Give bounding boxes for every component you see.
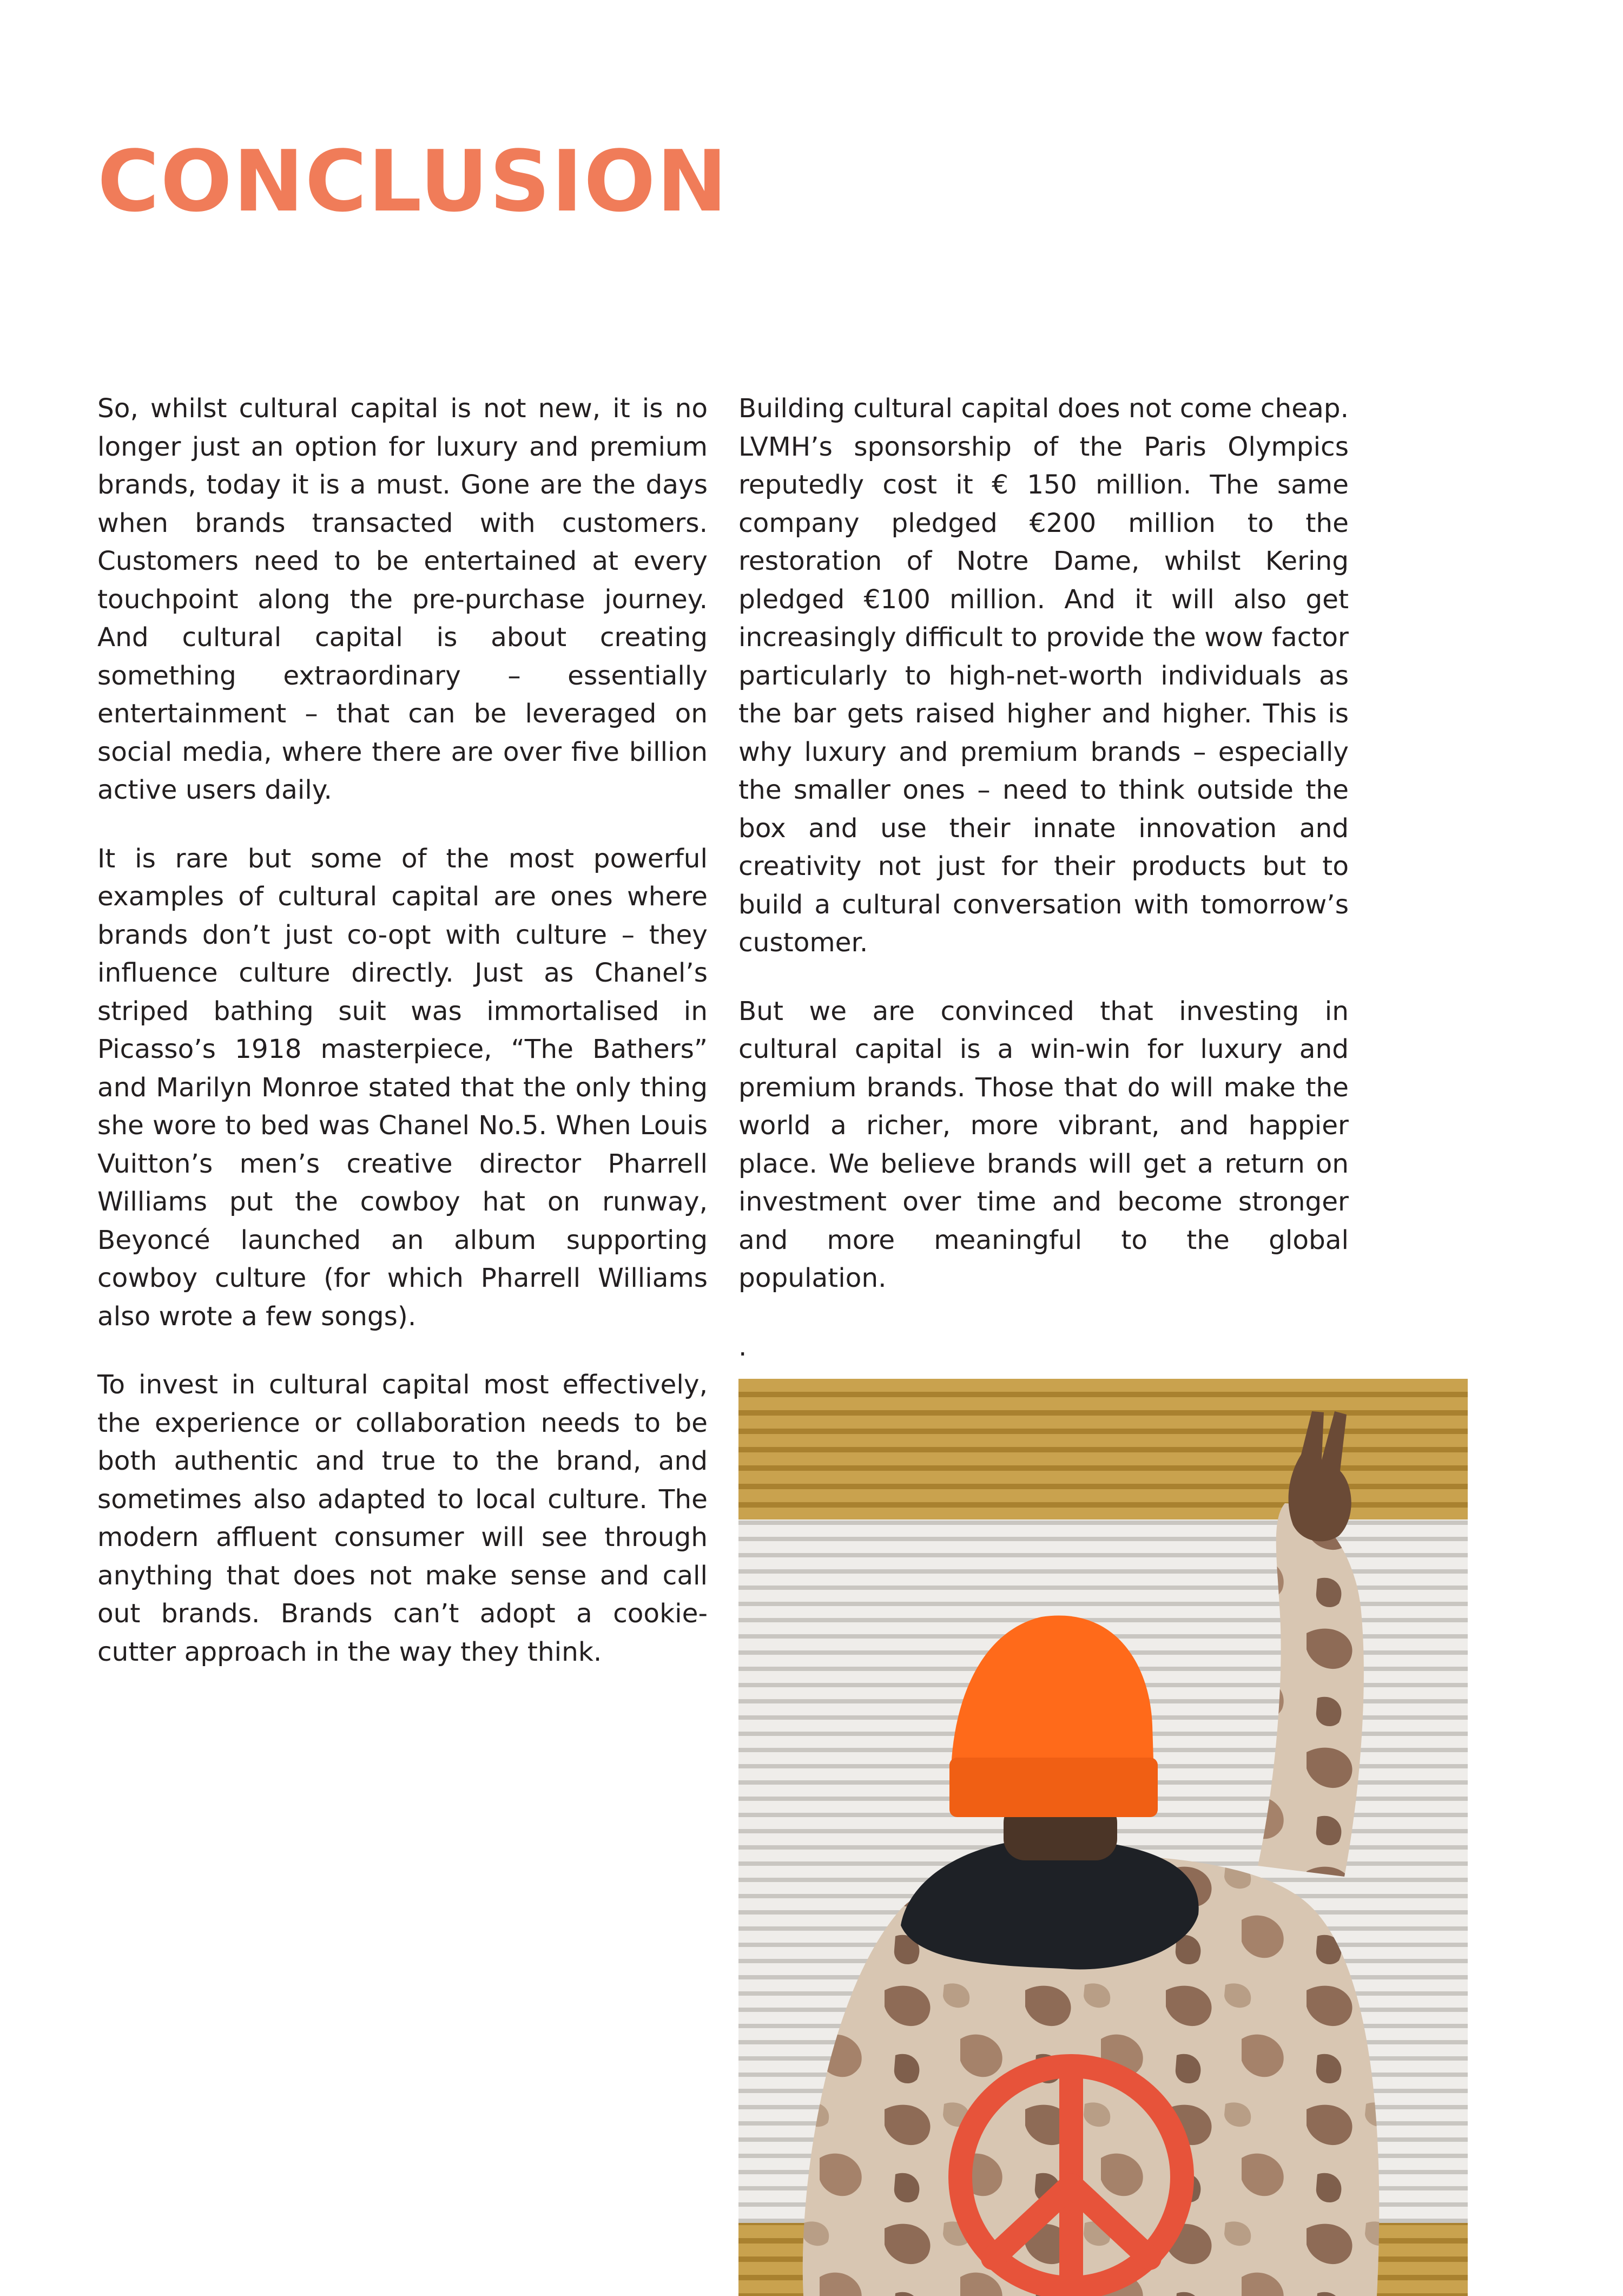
gold-shutter xyxy=(738,1379,1468,1519)
stray-period: . xyxy=(738,1331,747,1362)
paragraph: So, whilst cultural capital is not new, it is no longer just an option for luxury and premium brands, today it is a must. Gone are the days when brands transacted with customers. Customers need to be entertained at every touchpoint along the pre-purchase journey. And cultural capital is about creating something extraordinary – essentially entertainment – that can be leveraged on social media, where there are over five billion active users daily. xyxy=(97,393,708,805)
page-title: CONCLUSION xyxy=(97,132,729,231)
peace-sign-jacket-photo xyxy=(738,1379,1468,2296)
right-text-column xyxy=(738,390,1349,1396)
beanie-cuff xyxy=(949,1758,1158,1817)
paragraph: To invest in cultural capital most effectively, the experience or collaboration needs to be both authentic and true to the brand, and sometimes also adapted to local culture. The modern affluent consumer will see through anything that does not make sense and call out brands. Brands can’t adopt a cookie-cutter approach in the way they think. xyxy=(97,1370,708,1667)
paragraph: But we are convinced that investing in cultural capital is a win-win for luxury and premium brands. Those that do will make the world a richer, more vibrant, and happier place. We believe brands will get a return on investment over time and become stronger and more meaningful to the global population. xyxy=(738,996,1349,1293)
paragraph: Building cultural capital does not come cheap. LVMH’s sponsorship of the Paris Olympics reputedly cost it € 150 million. The same company pledged €200 million to the restoration of Notre Dame, whilst Kering pledged €100 million. And it will also get increasingly difficult to provide the wow factor particularly to high-net-worth individuals as the bar gets raised higher and higher. This is why luxury and premium brands – especially the smaller ones – need to think outside the box and use their innate innovation and creativity not just for their products but to build a cultural conversation with tomorrow’s customer. xyxy=(738,393,1349,958)
left-text-column xyxy=(97,390,708,1701)
paragraph: It is rare but some of the most powerful examples of cultural capital are ones where brands don’t just co-opt with culture – they influence culture directly. Just as Chanel’s striped bathing suit was immortalised in Picasso’s 1918 masterpiece, “The Bathers” and Marilyn Monroe stated that the only thing she wore to bed was Chanel No.5. When Louis Vuitton’s men’s creative director Pharrell Williams put the cowboy hat on runway, Beyoncé launched an album supporting cowboy culture (for which Pharrell Williams also wrote a few songs). xyxy=(97,843,708,1332)
